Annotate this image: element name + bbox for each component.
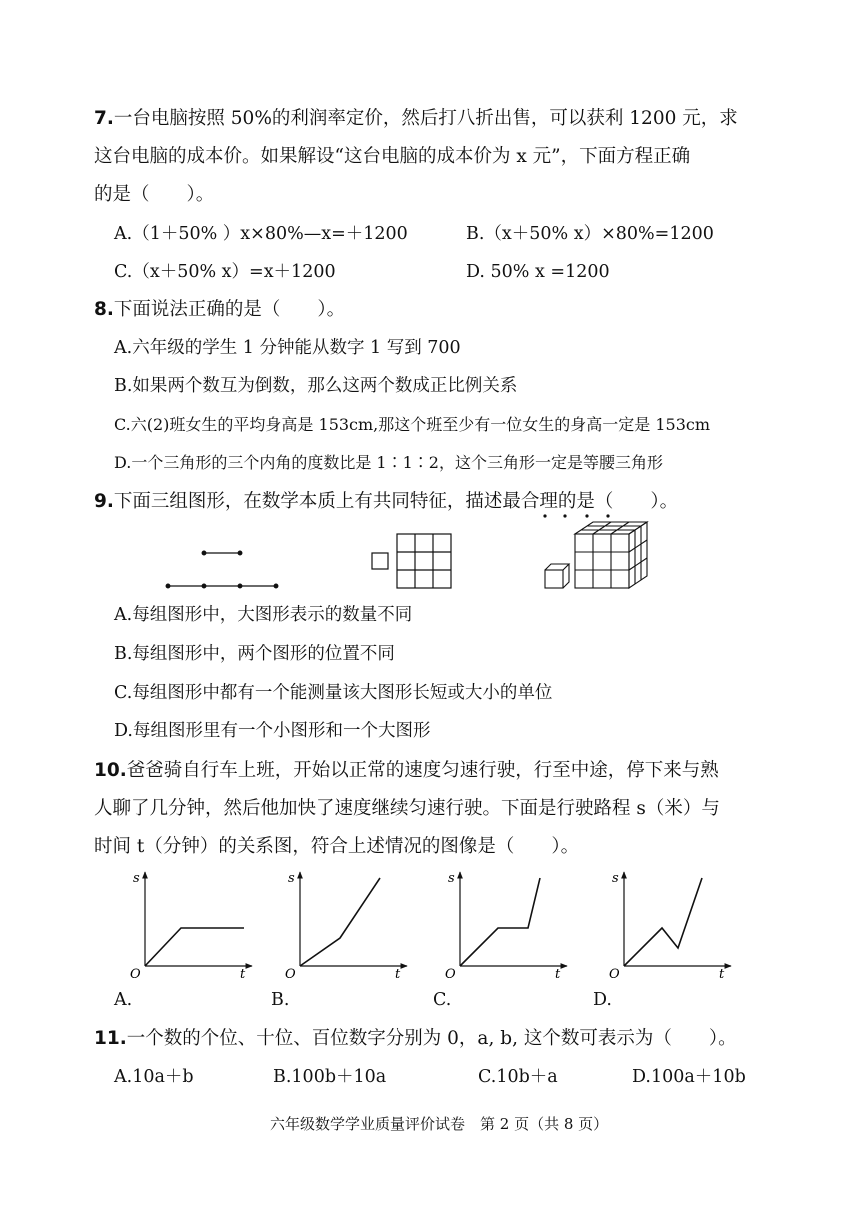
page-footer: 六年级数学学业质量评价试卷 第 2 页（共 8 页） [270,1115,609,1133]
q11-option-a[interactable]: A.10a＋b [114,1067,194,1087]
q8-option-c[interactable]: C.六(2)班女生的平均身高是 153cm,那这个班至少有一位女生的身高一定是 153cm [114,415,711,434]
graph-d [609,871,731,982]
q7-line2: 这台电脑的成本价。如果解设“这台电脑的成本价为 x 元”，下面方程正确 [94,146,691,167]
q7-option-a[interactable]: A.（1＋50% ）x×80%—x=＋1200 [114,224,408,244]
q8-option-d[interactable]: D.一个三角形的三个内角的度数比是 1∶1∶2，这个三角形一定是等腰三角形 [114,453,663,472]
graph-d-axis-t: t [719,967,725,982]
q11-option-d[interactable]: D.100a＋10b [632,1067,746,1087]
graph-b-origin: O [285,967,296,982]
graph-c [445,871,567,982]
q10-line3: 时间 t（分钟）的关系图，符合上述情况的图像是（ ）。 [94,836,580,857]
q10-option-d[interactable]: D. [593,990,612,1010]
q11-stem: 11.一个数的个位、十位、百位数字分别为 0，a, b, 这个数可表示为（ ）。 [94,1028,737,1049]
q7-option-c[interactable]: C.（x＋50% x）=x＋1200 [114,262,336,282]
q8-option-a[interactable]: A.六年级的学生 1 分钟能从数字 1 写到 700 [114,338,461,358]
q10-line1: 10.爸爸骑自行车上班，开始以正常的速度匀速行驶，行至中途，停下来与熟 [94,760,719,781]
q8-stem: 8.下面说法正确的是（ ）。 [94,299,346,320]
graph-b-axis-t: t [395,967,401,982]
q10-option-c[interactable]: C. [433,990,452,1010]
q9-option-a[interactable]: A.每组图形中，大图形表示的数量不同 [114,605,413,625]
q7-line1: 7.一台电脑按照 50%的利润率定价，然后打八折出售，可以获利 1200 元，求 [94,108,738,129]
graph-c-axis-t: t [555,967,561,982]
q11-option-b[interactable]: B.100b＋10a [273,1067,387,1087]
q10-option-b[interactable]: B. [271,990,290,1010]
q8-option-b[interactable]: B.如果两个数互为倒数，那么这两个数成正比例关系 [114,376,518,396]
q9-option-b[interactable]: B.每组图形中，两个图形的位置不同 [114,644,395,664]
graph-a-axis-t: t [240,967,246,982]
graph-d-axis-s: s [612,871,619,886]
graph-d-origin: O [609,967,620,982]
q10-option-a[interactable]: A. [114,990,133,1010]
q10-line2: 人聊了几分钟，然后他加快了速度继续匀速行驶。下面是行驶路程 s（米）与 [94,798,720,819]
graph-a-origin: O [130,967,141,982]
q7-option-b[interactable]: B.（x＋50% x）×80%=1200 [466,224,714,244]
q9-option-c[interactable]: C.每组图形中都有一个能测量该大图形长短或大小的单位 [114,683,553,703]
graph-c-origin: O [445,967,456,982]
graph-c-axis-s: s [448,871,455,886]
q7-line3: 的是（ ）。 [94,184,215,205]
graph-a [130,871,252,982]
q9-stem: 9.下面三组图形，在数学本质上有共同特征，描述最合理的是（ ）。 [94,491,679,512]
q7-option-d[interactable]: D. 50% x =1200 [466,262,610,282]
graph-b [285,871,407,982]
graph-b-axis-s: s [288,871,295,886]
graph-a-axis-s: s [133,871,140,886]
q11-option-c[interactable]: C.10b＋a [478,1067,558,1087]
q9-option-d[interactable]: D.每组图形里有一个小图形和一个大图形 [114,721,431,741]
